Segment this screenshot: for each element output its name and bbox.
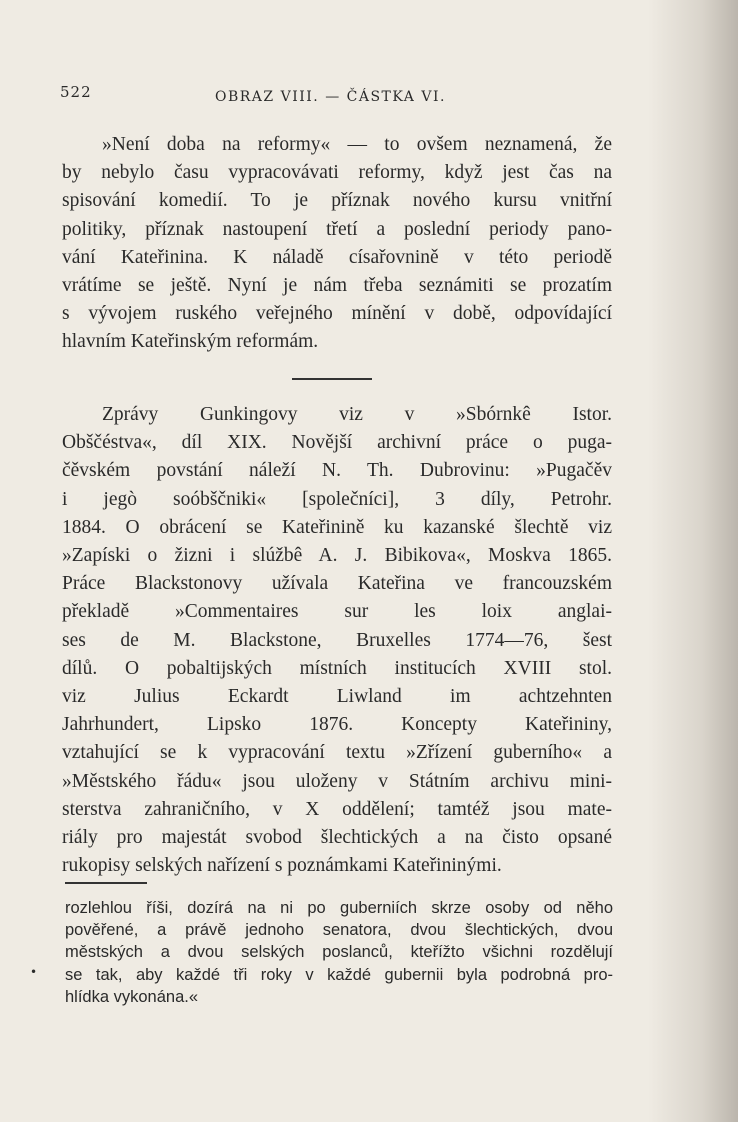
notes-line: 1884. O obrácení se Kateřinině ku kazanské šlechtě viz — [62, 516, 612, 538]
notes-line: rukopisy selských nařízení s poznámkami Kateřininými. — [62, 855, 502, 877]
paragraph-line: vrátíme se ještě. Nyní je nám třeba seznámiti se prozatím — [62, 275, 612, 297]
notes-line: Zprávy Gunkingovy viz v »Sbórnkê Istor. — [102, 404, 612, 425]
paragraph-line: by nebylo času vypracovávati reformy, když jest čas na — [62, 162, 612, 184]
margin-bullet: • — [30, 965, 38, 979]
notes-line: vztahující se k vypracování textu »Zřízení guberního« a — [62, 742, 612, 764]
page-edge-shadow — [648, 0, 738, 1122]
notes-line: viz Julius Eckardt Liwland im achtzehnten — [62, 686, 612, 708]
footnote-line: rozlehlou říši, dozírá na ni po guberniích skrze osoby od něho — [65, 899, 613, 917]
notes-line: i jegò soóbščniki« [společníci], 3 díly, Petrohr. — [62, 488, 612, 510]
section-divider — [292, 378, 372, 380]
notes-line: dílů. O pobaltijských místních institucích XVIII stol. — [62, 657, 612, 679]
notes-line: sterstva zahraničního, v X oddělení; tamtéž jsou mate- — [62, 798, 612, 820]
paragraph-line: s vývojem ruského veřejného mínění v době, odpovídající — [62, 303, 612, 325]
notes-line: ses de M. Blackstone, Bruxelles 1774—76, šest — [62, 629, 612, 651]
footnote-line: se tak, aby každé tři roky v každé gubernii byla podrobná pro- — [65, 965, 613, 984]
paragraph-line: spisování komedií. To je příznak nového kursu vnitřní — [62, 190, 612, 212]
footnote-line: městských a dvou selských poslanců, kteřížto všichni rozdělují — [65, 943, 613, 962]
paragraph-line: hlavním Kateřinským reformám. — [62, 331, 319, 353]
notes-line: Obščéstva«, díl XIX. Novější archivní práce o puga- — [62, 432, 612, 454]
footnote-line: pověřené, a právě jednoho senatora, dvou šlechtických, dvou — [65, 921, 613, 940]
notes-line: čěvském povstání náleží N. Th. Dubrovinu: »Pugačěv — [62, 460, 612, 482]
paragraph-line: »Není doba na reformy« — to ovšem neznamená, že — [102, 134, 612, 155]
running-head: OBRAZ VIII. — ČÁSTKA VI. — [215, 89, 446, 105]
notes-line: »Zapíski o žizni i slúžbê A. J. Bibikova«, Moskva 1865. — [62, 545, 612, 567]
notes-paragraph — [62, 401, 612, 880]
notes-line: riály pro majestát svobod šlechtických a na čisto opsané — [62, 827, 612, 849]
footnote-divider — [65, 882, 147, 884]
page-number: 522 — [60, 83, 92, 101]
notes-line: překladě »Commentaires sur les loix anglai- — [62, 601, 612, 623]
main-paragraph — [62, 131, 612, 357]
notes-line: Jahrhundert, Lipsko 1876. Koncepty Kateřininy, — [62, 714, 612, 736]
notes-line: Práce Blackstonovy užívala Kateřina ve francouzském — [62, 573, 612, 595]
paragraph-line: vání Kateřinina. K náladě císařovnině v této periodě — [62, 246, 612, 268]
notes-line: »Městského řádu« jsou uloženy v Státním archivu mini- — [62, 770, 612, 792]
footnote — [65, 897, 613, 1008]
footnote-line: hlídka vykonána.« — [65, 987, 199, 1006]
paragraph-line: politiky, příznak nastoupení třetí a poslední periody pano- — [62, 218, 612, 240]
